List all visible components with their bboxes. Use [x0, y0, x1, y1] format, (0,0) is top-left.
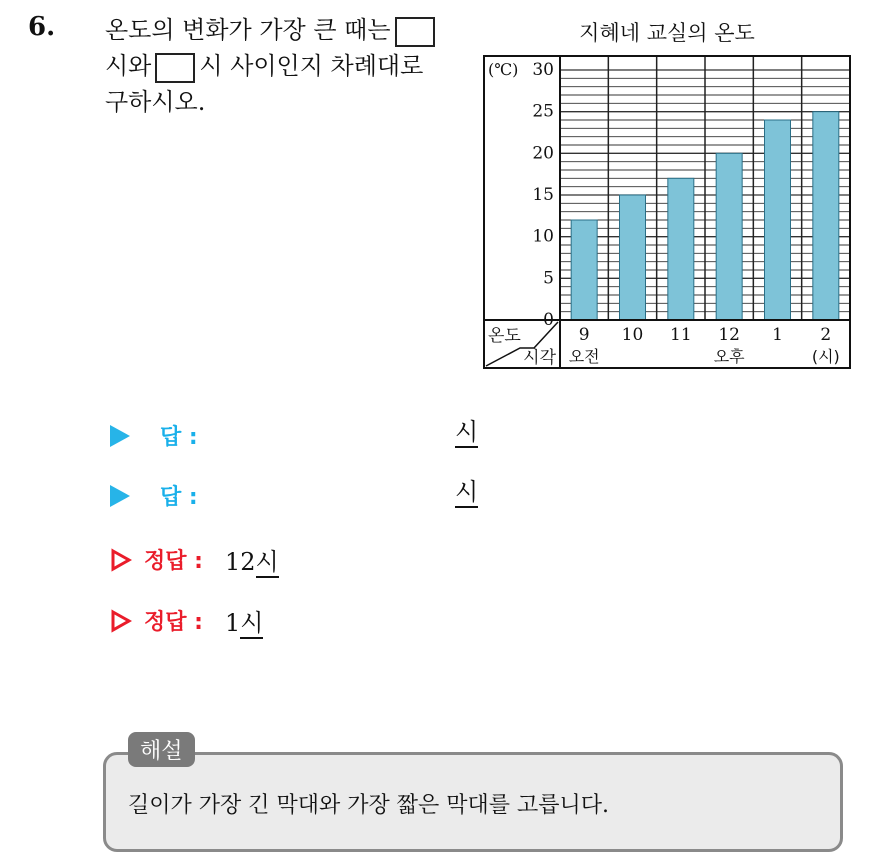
solution-row-2	[110, 603, 263, 638]
x-sub-label: 오전	[568, 347, 600, 366]
bar	[813, 112, 839, 320]
solution-number: 1	[224, 609, 241, 637]
y-tick-label: 30	[532, 60, 554, 80]
question-text	[105, 12, 465, 120]
play-icon	[110, 425, 130, 447]
x-tick-label: 2	[820, 325, 832, 345]
corner-top-label: 온도	[488, 326, 521, 346]
bar	[765, 120, 791, 320]
solution-label: 정답 :	[144, 549, 203, 574]
answer-unit: 시	[455, 418, 479, 446]
triangle-outline-icon	[110, 548, 132, 572]
solution-unit: 시	[255, 548, 279, 576]
x-tick-label: 10	[621, 325, 644, 345]
question-line2b: 시 사이인지 차례대로	[199, 52, 424, 80]
triangle-outline-icon	[110, 609, 132, 633]
question-line1: 온도의 변화가 가장 큰 때는	[105, 16, 391, 44]
chart-title: 지혜네 교실의 온도	[579, 21, 755, 45]
x-sub-label: (시)	[811, 347, 840, 366]
y-tick-label: 5	[543, 268, 554, 289]
play-icon	[110, 485, 130, 507]
temperature-chart	[478, 12, 858, 372]
answer-label: 답 :	[160, 425, 198, 450]
x-tick-label: 12	[718, 325, 740, 345]
x-tick-label: 9	[578, 325, 590, 345]
y-tick-label: 20	[532, 143, 554, 164]
answer-row-2	[110, 480, 198, 511]
y-tick-label: 15	[532, 185, 554, 205]
solution-number: 12	[224, 548, 256, 576]
answer-blank-2[interactable]	[155, 53, 195, 83]
answer-unit: 시	[455, 478, 479, 506]
bar	[620, 195, 646, 320]
y-tick-label: 0	[543, 310, 554, 330]
x-sub-label: 오후	[713, 347, 745, 366]
answer-label: 답 :	[160, 485, 198, 510]
answer-blank-1[interactable]	[395, 17, 435, 47]
x-tick-label: 11	[670, 325, 692, 345]
y-unit-label: (℃)	[488, 60, 519, 79]
solution-row-1	[110, 542, 279, 577]
bar	[668, 178, 694, 320]
x-tick-label: 1	[772, 325, 783, 345]
bar	[571, 220, 597, 320]
solution-value	[225, 542, 279, 577]
explanation-text: 길이가 가장 긴 막대와 가장 짧은 막대를 고릅니다.	[128, 793, 609, 818]
answer-row-1	[110, 420, 198, 451]
question-line3: 구하시오.	[105, 88, 206, 116]
corner-bottom-label: 시각	[523, 348, 556, 368]
y-tick-label: 25	[532, 101, 554, 122]
y-tick-label: 10	[532, 226, 554, 247]
question-number: 6.	[28, 12, 56, 42]
solution-label: 정답 :	[144, 610, 203, 635]
bar	[716, 153, 742, 320]
solution-unit: 시	[240, 609, 264, 637]
explanation-tab: 해설	[128, 732, 195, 767]
question-line2a: 시와	[105, 52, 152, 80]
solution-value	[225, 603, 263, 638]
